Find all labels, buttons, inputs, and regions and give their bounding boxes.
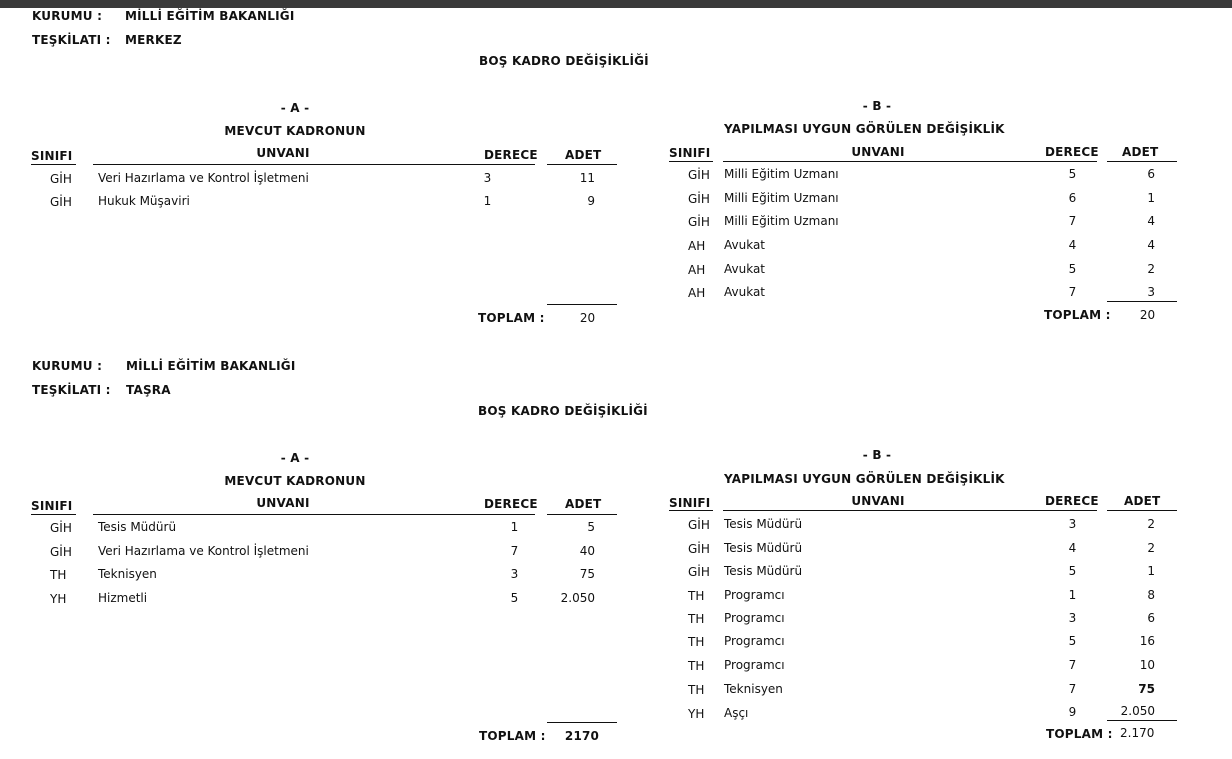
table-a-col-derece: DERECE — [484, 148, 538, 162]
row-unvani: Milli Eğitim Uzmanı — [724, 191, 839, 205]
row-derece: 9 — [1068, 705, 1077, 719]
row-derece: 5 — [1068, 634, 1077, 648]
table-b-col-adet: ADET — [1122, 145, 1159, 159]
row-adet: 2 — [1147, 517, 1155, 531]
table-b-toplam-value: 20 — [1139, 308, 1156, 322]
row-sinifi: GİH — [50, 195, 72, 209]
row-sinifi: TH — [688, 635, 705, 649]
row-adet: 3 — [1147, 285, 1155, 299]
row-unvani: Tesis Müdürü — [724, 541, 803, 555]
row-derece: 4 — [1068, 541, 1077, 555]
row-sinifi: TH — [688, 683, 705, 697]
row-sinifi: GİH — [688, 168, 710, 182]
teskilati-value: TAŞRA — [126, 383, 171, 397]
row-adet: 8 — [1147, 588, 1155, 602]
row-derece: 7 — [510, 544, 519, 558]
row-unvani: Programcı — [724, 588, 785, 602]
row-sinifi: GİH — [688, 542, 710, 556]
row-derece: 5 — [510, 591, 519, 605]
row-unvani: Veri Hazırlama ve Kontrol İşletmeni — [98, 171, 309, 185]
row-unvani: Veri Hazırlama ve Kontrol İşletmeni — [98, 544, 309, 558]
row-unvani: Hukuk Müşaviri — [98, 194, 190, 208]
row-adet: 4 — [1147, 214, 1155, 228]
table-a-header-rule — [547, 514, 617, 515]
table-a-col-derece: DERECE — [484, 497, 538, 511]
table-a-total-rule — [547, 722, 617, 723]
row-derece: 3 — [483, 171, 492, 185]
teskilati-value: MERKEZ — [125, 33, 182, 47]
row-derece: 3 — [510, 567, 519, 581]
row-unvani: Programcı — [724, 658, 785, 672]
table-b-header-rule — [669, 510, 713, 511]
row-derece: 1 — [483, 194, 492, 208]
row-derece: 1 — [1068, 588, 1077, 602]
table-a-col-unvani: UNVANI — [256, 496, 310, 510]
row-unvani: Avukat — [724, 262, 766, 276]
table-a-toplam-label: TOPLAM : — [479, 729, 546, 743]
document-title: BOŞ KADRO DEĞİŞİKLİĞİ — [479, 54, 649, 68]
row-adet: 75 — [1138, 682, 1155, 696]
kurumu-value: MİLLİ EĞİTİM BAKANLIĞI — [125, 9, 295, 23]
table-a-col-adet: ADET — [565, 148, 602, 162]
table-b-marker: - B - — [862, 448, 892, 462]
table-a-col-adet: ADET — [565, 497, 602, 511]
row-sinifi: GİH — [688, 518, 710, 532]
table-a-col-unvani: UNVANI — [256, 146, 310, 160]
row-sinifi: TH — [688, 659, 705, 673]
row-derece: 7 — [1068, 214, 1077, 228]
kurumu-value: MİLLİ EĞİTİM BAKANLIĞI — [126, 359, 296, 373]
row-adet: 9 — [587, 194, 595, 208]
table-a-heading: MEVCUT KADRONUN — [224, 124, 366, 138]
table-a-toplam-label: TOPLAM : — [478, 311, 545, 325]
row-adet: 4 — [1147, 238, 1155, 252]
kurumu-label: KURUMU : — [32, 9, 103, 23]
row-unvani: Aşçı — [724, 706, 749, 720]
row-sinifi: GİH — [50, 545, 72, 559]
table-b-col-adet: ADET — [1124, 494, 1161, 508]
row-adet: 2 — [1147, 541, 1155, 555]
table-a-heading: MEVCUT KADRONUN — [224, 474, 366, 488]
row-unvani: Programcı — [724, 611, 785, 625]
row-derece: 6 — [1068, 191, 1077, 205]
table-b-toplam-label: TOPLAM : — [1046, 727, 1113, 741]
row-unvani: Teknisyen — [724, 682, 783, 696]
row-unvani: Hizmetli — [98, 591, 148, 605]
table-b-col-derece: DERECE — [1045, 145, 1099, 159]
table-b-col-sinifi: SINIFI — [669, 146, 711, 160]
row-sinifi: GİH — [50, 521, 72, 535]
row-derece: 3 — [1068, 517, 1077, 531]
row-derece: 5 — [1068, 262, 1077, 276]
row-sinifi: GİH — [688, 215, 710, 229]
table-a-col-sinifi: SINIFI — [31, 149, 73, 163]
row-unvani: Avukat — [724, 285, 766, 299]
row-sinifi: AH — [688, 263, 706, 277]
table-b-col-unvani: UNVANI — [851, 145, 905, 159]
row-derece: 5 — [1068, 564, 1077, 578]
row-derece: 7 — [1068, 658, 1077, 672]
row-unvani: Programcı — [724, 634, 785, 648]
row-unvani: Milli Eğitim Uzmanı — [724, 167, 839, 181]
row-derece: 7 — [1068, 682, 1077, 696]
row-adet: 6 — [1147, 167, 1155, 181]
row-derece: 5 — [1068, 167, 1077, 181]
table-b-col-unvani: UNVANI — [851, 494, 905, 508]
row-adet: 1 — [1147, 191, 1155, 205]
row-unvani: Tesis Müdürü — [724, 564, 803, 578]
table-b-heading: YAPILMASI UYGUN GÖRÜLEN DEĞİŞİKLİK — [724, 122, 1005, 136]
row-unvani: Avukat — [724, 238, 766, 252]
table-b-marker: - B - — [862, 99, 892, 113]
row-derece: 4 — [1068, 238, 1077, 252]
row-adet: 40 — [579, 544, 595, 558]
row-sinifi: GİH — [688, 192, 710, 206]
row-adet: 6 — [1147, 611, 1155, 625]
row-unvani: Milli Eğitim Uzmanı — [724, 214, 839, 228]
table-a-toplam-value: 20 — [579, 311, 596, 325]
table-b-toplam-label: TOPLAM : — [1044, 308, 1111, 322]
row-sinifi: YH — [50, 592, 67, 606]
kurumu-label: KURUMU : — [32, 359, 103, 373]
table-b-col-sinifi: SINIFI — [669, 496, 711, 510]
teskilati-label: TEŞKİLATI : — [32, 33, 111, 47]
row-sinifi: TH — [688, 612, 705, 626]
row-adet: 2.050 — [1120, 704, 1155, 718]
table-a-header-rule — [31, 514, 76, 515]
row-unvani: Teknisyen — [98, 567, 157, 581]
row-derece: 3 — [1068, 611, 1077, 625]
table-b-total-rule — [1107, 720, 1177, 721]
row-adet: 75 — [579, 567, 595, 581]
table-a-toplam-value: 2170 — [564, 729, 600, 743]
row-sinifi: TH — [688, 589, 705, 603]
table-a-col-sinifi: SINIFI — [31, 499, 73, 513]
row-sinifi: YH — [688, 707, 705, 721]
row-sinifi: GİH — [50, 172, 72, 186]
row-sinifi: AH — [688, 286, 706, 300]
row-unvani: Tesis Müdürü — [98, 520, 177, 534]
row-sinifi: TH — [50, 568, 67, 582]
table-a-marker: - A - — [280, 101, 310, 115]
table-b-toplam-value: 2.170 — [1120, 726, 1155, 740]
row-adet: 2.050 — [560, 591, 595, 605]
table-b-header-rule — [723, 510, 1097, 511]
table-b-col-derece: DERECE — [1045, 494, 1099, 508]
table-a-header-rule — [93, 514, 535, 515]
row-adet: 16 — [1139, 634, 1155, 648]
row-adet: 5 — [587, 520, 595, 534]
document-title: BOŞ KADRO DEĞİŞİKLİĞİ — [478, 404, 648, 418]
row-adet: 11 — [579, 171, 595, 185]
row-adet: 10 — [1139, 658, 1155, 672]
row-adet: 1 — [1147, 564, 1155, 578]
table-b-header-rule — [1107, 510, 1177, 511]
teskilati-label: TEŞKİLATI : — [32, 383, 111, 397]
row-adet: 2 — [1147, 262, 1155, 276]
table-b-heading: YAPILMASI UYGUN GÖRÜLEN DEĞİŞİKLİK — [724, 472, 1005, 486]
row-unvani: Tesis Müdürü — [724, 517, 803, 531]
table-a-marker: - A - — [280, 451, 310, 465]
row-derece: 1 — [510, 520, 519, 534]
row-derece: 7 — [1068, 285, 1077, 299]
row-sinifi: AH — [688, 239, 706, 253]
row-sinifi: GİH — [688, 565, 710, 579]
